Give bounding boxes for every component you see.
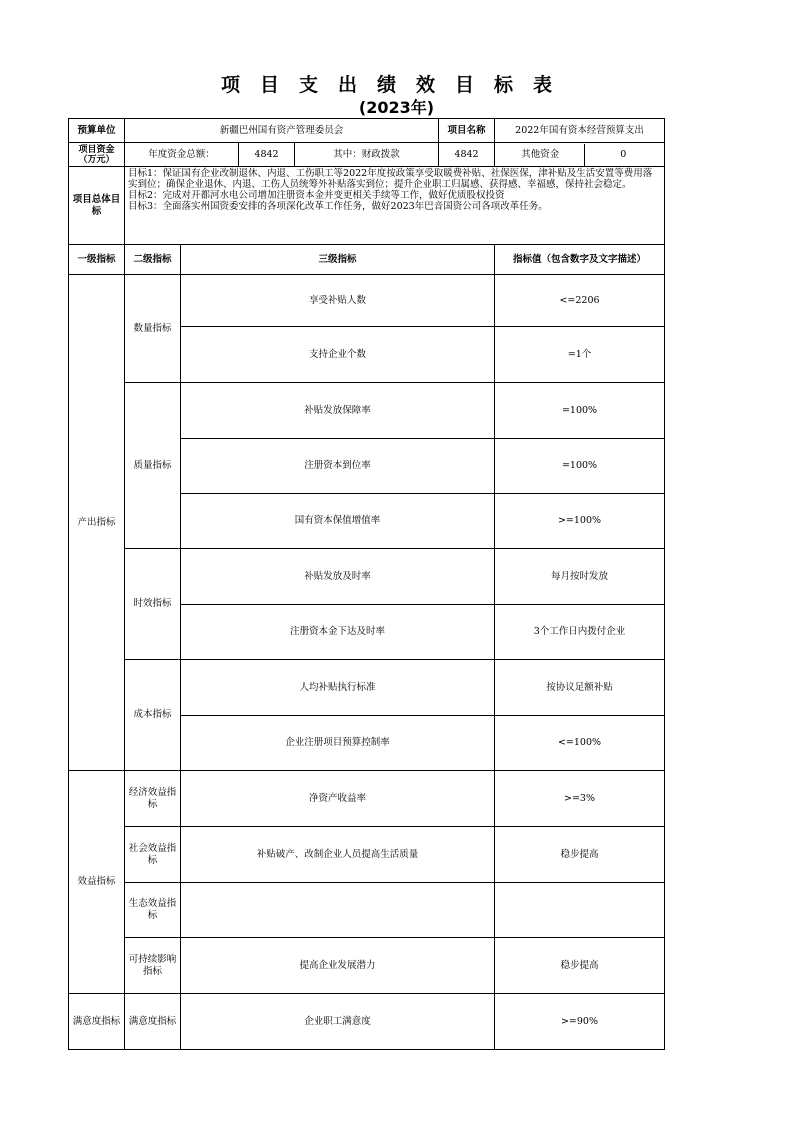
goal-3: 目标3：全面落实州国资委安排的各项深化改革工作任务，做好2023年巴音国资公司各项改革任务。 bbox=[128, 201, 548, 212]
goals-text bbox=[125, 167, 665, 245]
eco-name bbox=[181, 883, 495, 938]
ql1-value: =100% bbox=[495, 383, 665, 439]
other-label: 其他资金 bbox=[497, 144, 584, 166]
c1-value: 按协议足额补贴 bbox=[495, 660, 665, 716]
page-subtitle: (2023年) bbox=[358, 98, 435, 117]
econ-label: 经济效益指标 bbox=[125, 771, 181, 827]
c2-value: <=100% bbox=[495, 716, 665, 771]
ql2-value: =100% bbox=[495, 439, 665, 494]
other-value: 0 bbox=[620, 148, 627, 160]
budget-unit-value: 新疆巴州国有资产管理委员会 bbox=[125, 119, 439, 143]
c2-name: 企业注册项目预算控制率 bbox=[181, 716, 495, 771]
time-label: 时效指标 bbox=[125, 549, 181, 660]
su1-name: 提高企业发展潜力 bbox=[181, 938, 495, 994]
sa1-value: >=90% bbox=[495, 994, 665, 1050]
project-name-label: 项目名称 bbox=[439, 119, 495, 143]
e1-name: 净资产收益率 bbox=[181, 771, 495, 827]
quality-label: 质量指标 bbox=[125, 383, 181, 549]
s1-name: 补贴破产、改制企业人员提高生活质量 bbox=[181, 827, 495, 883]
project-name-value: 2022年国有资本经营预算支出 bbox=[495, 119, 665, 143]
t2-name: 注册资本金下达及时率 bbox=[181, 605, 495, 660]
page-title: 项目支出绩效目标表 bbox=[220, 74, 572, 96]
eco-label: 生态效益指标 bbox=[125, 883, 181, 938]
col-level3: 三级指标 bbox=[181, 245, 495, 275]
sustain-label: 可持续影响指标 bbox=[125, 938, 181, 994]
t1-name: 补贴发放及时率 bbox=[181, 549, 495, 605]
t2-value: 3个工作日内拨付企业 bbox=[495, 605, 665, 660]
ql3-value: >=100% bbox=[495, 494, 665, 549]
e1-value: >=3% bbox=[495, 771, 665, 827]
cost-label: 成本指标 bbox=[125, 660, 181, 771]
social-label: 社会效益指标 bbox=[125, 827, 181, 883]
budget-unit-label: 预算单位 bbox=[69, 119, 125, 143]
annual-total-value: 4842 bbox=[239, 143, 295, 167]
t1-value: 每月按时发放 bbox=[495, 549, 665, 605]
q1-name: 享受补贴人数 bbox=[181, 275, 495, 327]
q1-value: <=2206 bbox=[495, 275, 665, 327]
q2-name: 支持企业个数 bbox=[181, 327, 495, 383]
col-level1: 一级指标 bbox=[69, 245, 125, 275]
benefit-label: 效益指标 bbox=[69, 771, 125, 994]
q2-value: =1个 bbox=[495, 327, 665, 383]
performance-table bbox=[68, 118, 665, 1050]
funds-label: 项目资金（万元） bbox=[69, 143, 125, 167]
satisfaction-sub-label: 满意度指标 bbox=[125, 994, 181, 1050]
ql2-name: 注册资本到位率 bbox=[181, 439, 495, 494]
ql1-name: 补贴发放保障率 bbox=[181, 383, 495, 439]
goals-label: 项目总体目标 bbox=[69, 167, 125, 245]
fiscal-value: 4842 bbox=[439, 143, 495, 167]
goal-2: 目标2：完成对开都河水电公司增加注册资本金并变更相关手续等工作，做好优质股权投资 bbox=[128, 190, 505, 201]
quantity-label: 数量指标 bbox=[125, 275, 181, 383]
satisfaction-label: 满意度指标 bbox=[69, 994, 125, 1050]
s1-value: 稳步提高 bbox=[495, 827, 665, 883]
eco-value bbox=[495, 883, 665, 938]
other-funds-cell bbox=[495, 143, 665, 167]
output-label: 产出指标 bbox=[69, 275, 125, 771]
goal-1: 目标1：保证国有企业改制退休、内退、工伤职工等2022年度按政策享受取暖费补贴、社保医保，津补贴及生活安置等费用落实到位；确保企业退休、内退、工伤人员统筹外补贴落实到位；提升企业职工归属感、获得感、幸福感，保持社会稳定。 bbox=[128, 168, 653, 190]
ql3-name: 国有资本保值增值率 bbox=[181, 494, 495, 549]
c1-name: 人均补贴执行标准 bbox=[181, 660, 495, 716]
annual-total-label: 年度资金总额： bbox=[125, 143, 239, 167]
su1-value: 稳步提高 bbox=[495, 938, 665, 994]
fiscal-label: 其中：财政拨款 bbox=[295, 143, 439, 167]
col-level2: 二级指标 bbox=[125, 245, 181, 275]
col-value: 指标值（包含数字及文字描述） bbox=[495, 245, 665, 275]
sa1-name: 企业职工满意度 bbox=[181, 994, 495, 1050]
